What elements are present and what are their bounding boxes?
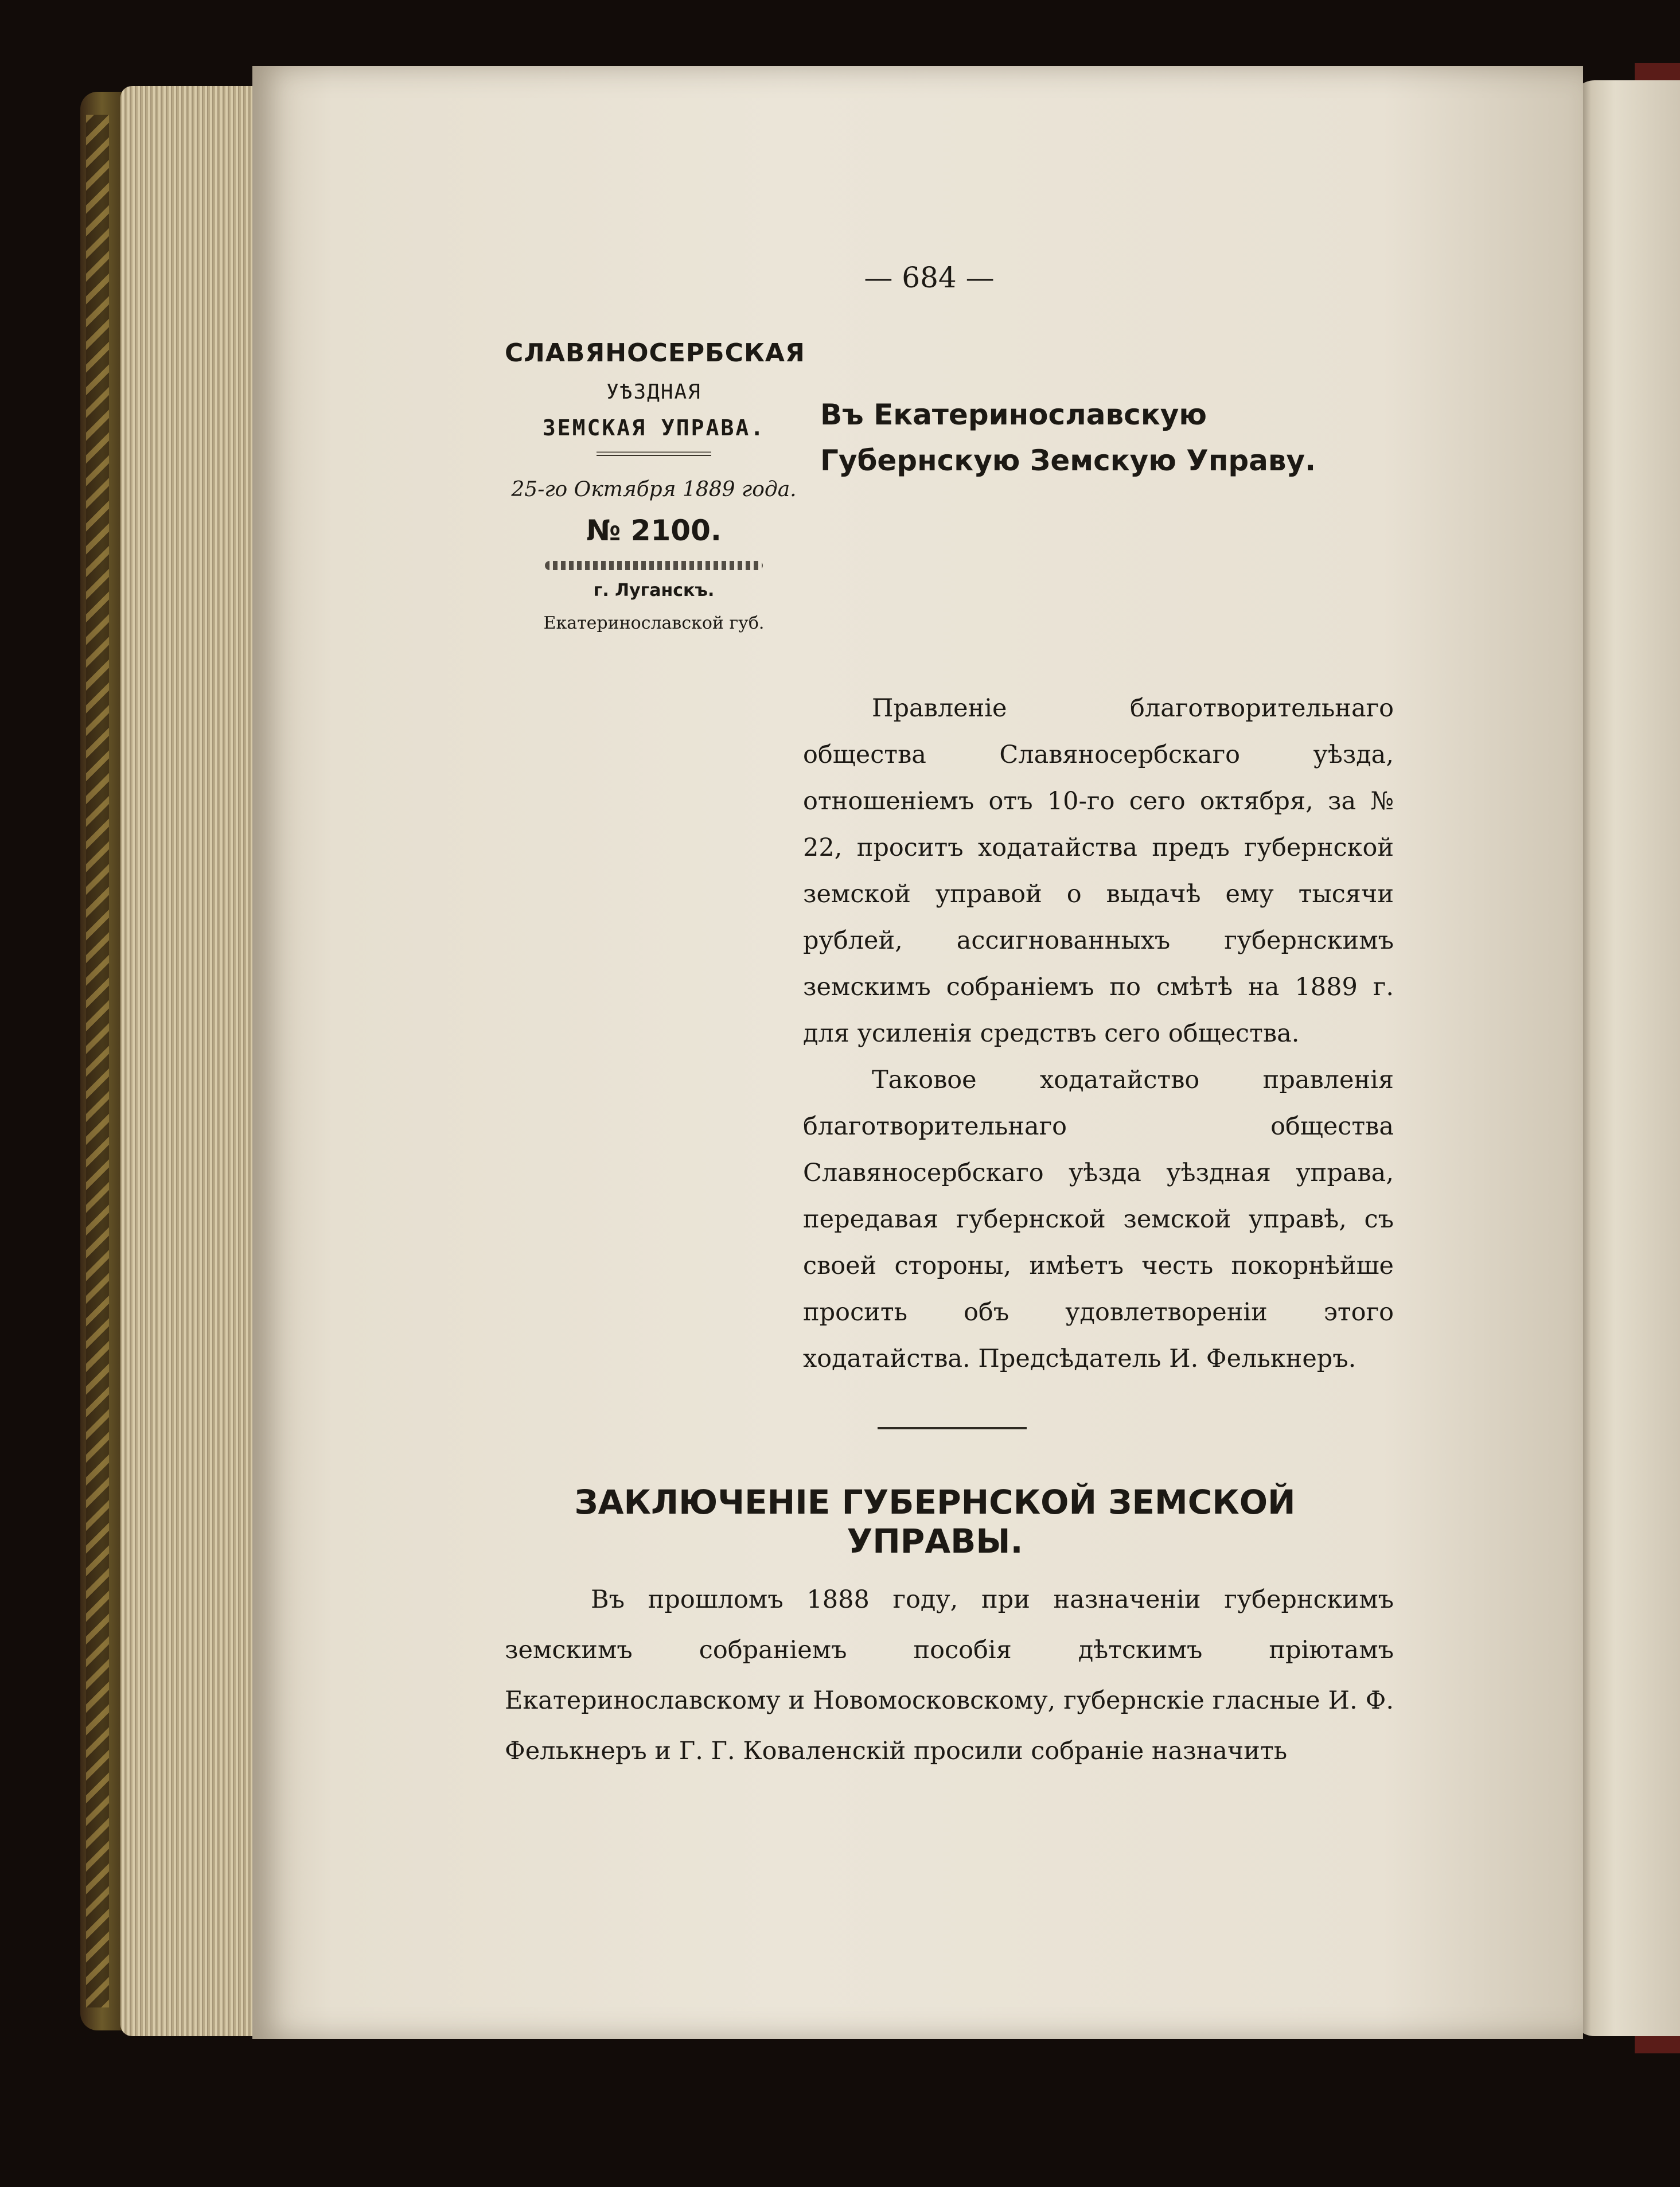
- letter-number: № 2100.: [586, 514, 722, 547]
- sender-province: Екатеринославской губ.: [543, 613, 765, 633]
- addressee: Въ Екатеринославскую Губернскую Земскую Управу.: [820, 398, 1316, 477]
- letter-paragraph: Правленіе благотворительнаго общества Славяносербскаго уѣзда, отношеніемъ отъ 10-го сего октября, за № 22, проситъ ходатайства предъ губернской земской управой о выдачѣ ему тысячи рублей, ассигнованныхъ губернскимъ земскимъ собраніемъ по смѣтѣ на 1889 г. для усиленія средствъ сего общества.: [803, 694, 1394, 1048]
- wavy-rule: [545, 561, 763, 570]
- page-number: — 684 —: [864, 261, 995, 294]
- spine-pattern: [86, 115, 109, 2007]
- sender-district: УѢЗДНАЯ: [606, 380, 701, 404]
- sender-rule: [597, 451, 711, 456]
- letter-paragraph: Таковое ходатайство правленія благотворительнаго общества Славяносербскаго уѣзда уѣздная управа, передавая губернской земской управѣ, съ своей стороны, имѣетъ честь покорнѣйше просить объ удовлетвореніи этого ходатайства. Предсѣдатель И. Фелькнеръ.: [803, 1066, 1394, 1373]
- letter-body: [803, 685, 1394, 1382]
- page-edges: [120, 86, 270, 2036]
- section-divider: [878, 1427, 1027, 1429]
- section-heading: ЗАКЛЮЧЕНІЕ ГУБЕРНСКОЙ ЗЕМСКОЙ УПРАВЫ.: [574, 1483, 1296, 1561]
- sender-city: г. Луганскъ.: [593, 580, 715, 601]
- body-paragraph: Въ прошломъ 1888 году, при назначеніи губернскимъ земскимъ собраніемъ пособія дѣтскимъ пріютамъ Екатеринославскому и Новомосковскому, губернскіе гласные И. Ф. Фелькнеръ и Г. Г. Коваленскій просили собраніе назначить: [505, 1585, 1394, 1765]
- facing-page-edge: [1572, 80, 1680, 2036]
- sender-name: СЛАВЯНОСЕРБСКАЯ: [505, 338, 805, 368]
- section-body: [505, 1574, 1394, 1776]
- sender-office: ЗЕМСКАЯ УПРАВА.: [542, 415, 766, 440]
- letter-date: 25-го Октября 1889 года.: [511, 478, 797, 501]
- sender-block: [505, 338, 803, 633]
